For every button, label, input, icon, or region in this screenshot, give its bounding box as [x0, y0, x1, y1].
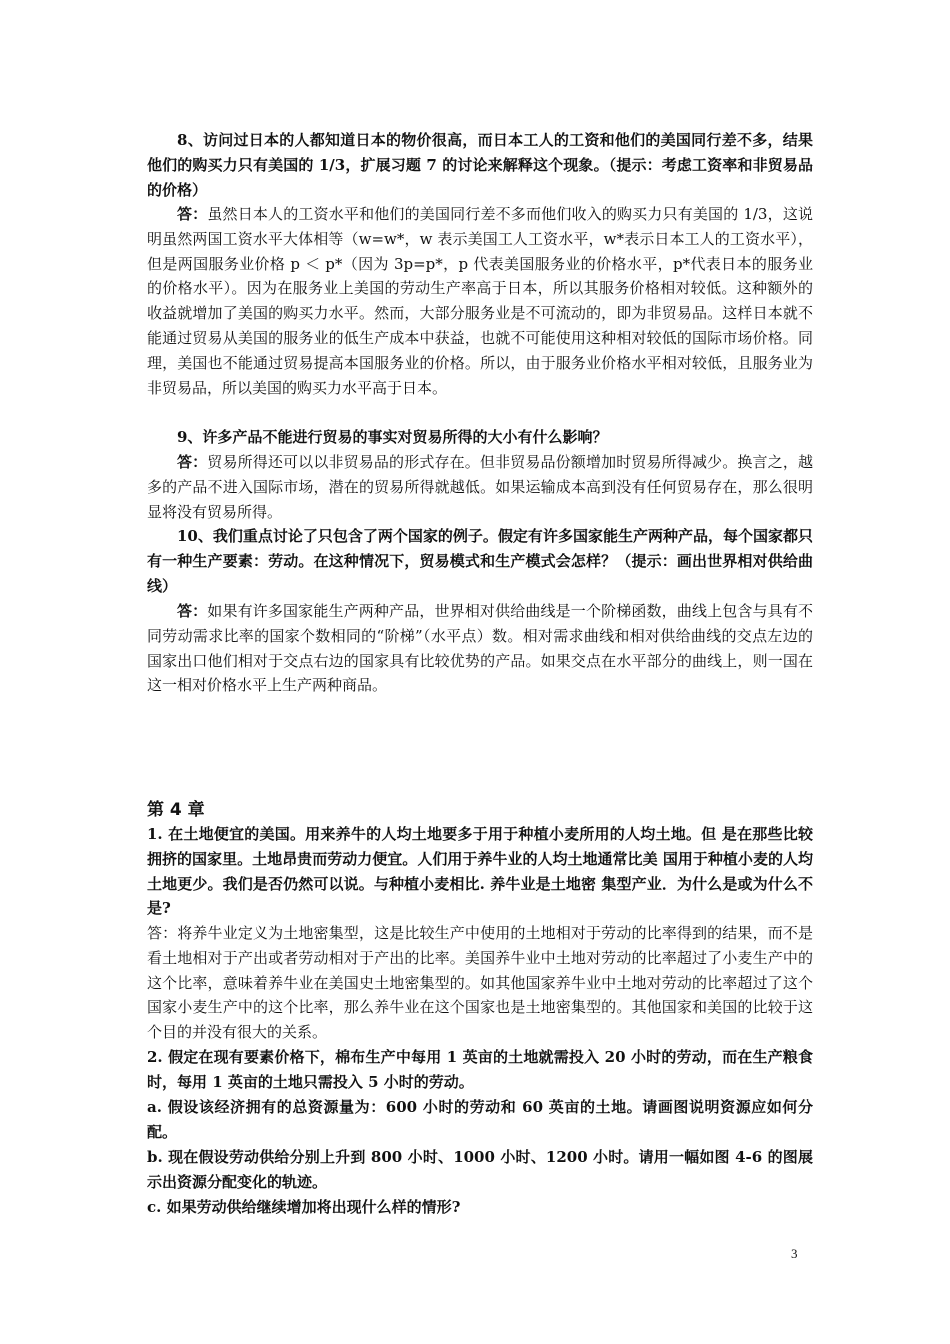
answer-10-text: 如果有许多国家能生产两种产品，世界相对供给曲线是一个阶梯函数，曲线上包含与具有不同劳动需求比率的国家个数相同的“阶梯”（水平点）数。相对需求曲线和相对供给曲线的交点左边的国家出口他们相对于交点右边的国家具有比较优势的产品。如果交点在水平部分的曲线上，则一国在这一相对价格水平上生产两种商品。 — [147, 602, 813, 695]
chapter-heading: 第 4 章 — [147, 800, 205, 820]
chapter4-question-2c: c. 如果劳动供给继续增加将出现什么样的情形? — [147, 1198, 461, 1216]
answer-8 — [147, 202, 813, 400]
chapter4-question-1: 1. 在土地便宜的美国。用来养牛的人均土地要多于用于种植小麦所用的人均土地。但 是在那些比较拥挤的国家里。土地昂贵而劳动力便宜。人们用于养牛业的人均土地通常比美 国用于种植小麦的人均土地更少。我们是否仍然可以说。与种植小麦相比. 养牛业是土地密 集型产业．为什么是或为什么不是? — [147, 825, 813, 918]
page-number: 3 — [791, 1246, 798, 1261]
answer-10 — [147, 599, 813, 698]
chapter4-question-2: 2. 假定在现有要素价格下，棉布生产中每用 1 英亩的土地就需投入 20 小时的劳动，而在生产粮食时，每用 1 英亩的土地只需投入 5 小时的劳动。 — [147, 1048, 813, 1091]
chapter4-question-2b: b. 现在假设劳动供给分别上升到 800 小时、1000 小时、1200 小时。请用一幅如图 4-6 的图展示出资源分配变化的轨迹。 — [147, 1148, 813, 1191]
question-10: 10、我们重点讨论了只包含了两个国家的例子。假定有许多国家能生产两种产品，每个国家都只有一种生产要素：劳动。在这种情况下，贸易模式和生产模式会怎样？（提示：画出世界相对供给曲线） — [147, 527, 813, 595]
answer-label: 答： — [177, 453, 208, 471]
answer-label: 答： — [177, 205, 208, 223]
answer-9 — [147, 450, 813, 524]
chapter4-answer-1: 答：将养牛业定义为土地密集型，这是比较生产中使用的土地相对于劳动的比率得到的结果，而不是看土地相对于产出或者劳动相对于产出的比率。美国养牛业中土地对劳动的比率超过了小麦生产中的这个比率，意味着养牛业在美国史土地密集型的。如其他国家养牛业中土地对劳动的比率超过了这个国家小麦生产中的这个比率，那么养牛业在这个国家也是土地密集型的。其他国家和美国的比较于这个目的并没有很大的关系。 — [147, 924, 813, 1042]
question-8: 8、访问过日本的人都知道日本的物价很高，而日本工人的工资和他们的美国同行差不多，结果他们的购买力只有美国的 1/3，扩展习题 7 的讨论来解释这个现象。（提示：考虑工资率和非贸易品的价格） — [147, 131, 813, 199]
answer-9-text: 贸易所得还可以以非贸易品的形式存在。但非贸易品份额增加时贸易所得减少。换言之，越多的产品不进入国际市场，潜在的贸易所得就越低。如果运输成本高到没有任何贸易存在，那么很明显将没有贸易所得。 — [147, 453, 813, 521]
chapter4-question-2a: a. 假设该经济拥有的总资源量为：600 小时的劳动和 60 英亩的土地。请画图说明资源应如何分配。 — [147, 1098, 813, 1141]
answer-label: 答： — [177, 602, 208, 620]
question-9: 9、许多产品不能进行贸易的事实对贸易所得的大小有什么影响？ — [177, 428, 608, 446]
answer-8-text: 虽然日本人的工资水平和他们的美国同行差不多而他们收入的购买力只有美国的 1/3，这说明虽然两国工资水平大体相等（w=w*，w 表示美国工人工资水平，w*表示日本工人的工资水平），但是两国服务业价格 p ＜ p*（因为 3p=p*，p 代表美国服务业的价格水平，p*代表日本的服务业的价格水平）。因为在服务业上美国的劳动生产率高于日本，所以其服务价格相对较低。这种额外的收益就增加了美国的购买力水平。然而，大部分服务业是不可流动的，即为非贸易品。这样日本就不能通过贸易从美国的服务业的低生产成本中获益，也就不可能使用这种相对较低的国际市场价格。同理，美国也不能通过贸易提高本国服务业的价格。所以，由于服务业价格水平相对较低，且服务业为非贸易品，所以美国的购买力水平高于日本。 — [147, 205, 813, 397]
